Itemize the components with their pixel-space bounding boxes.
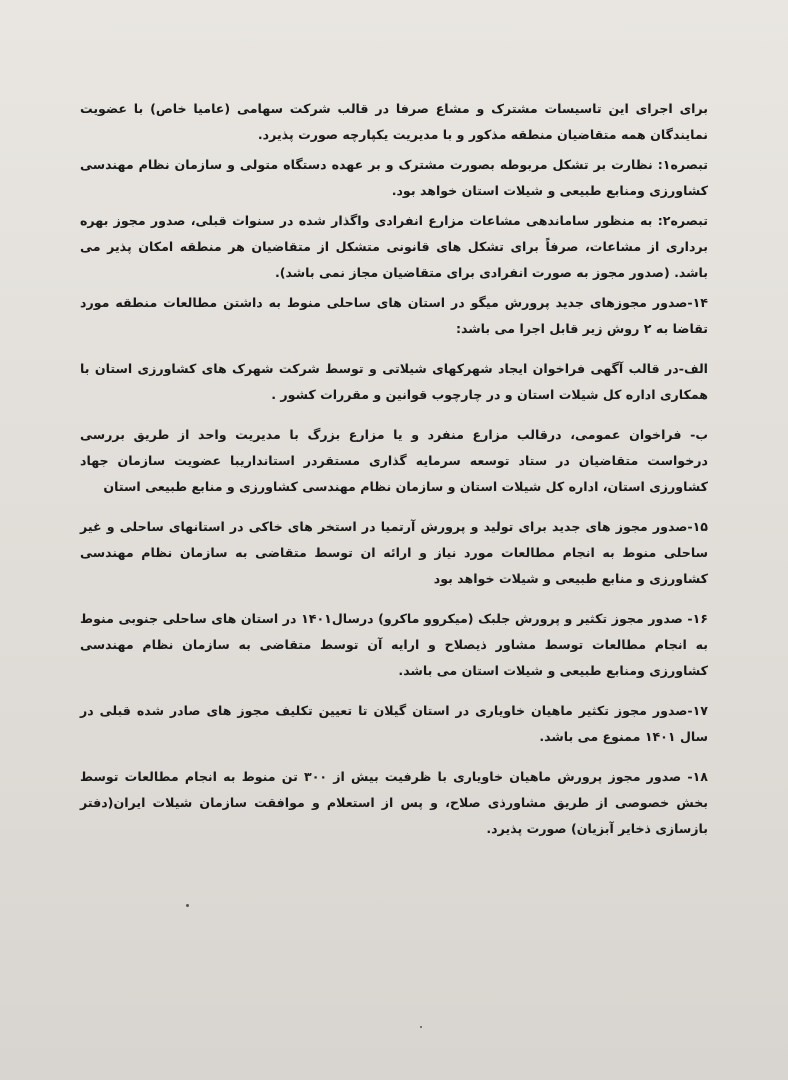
paragraph-intro: برای اجرای این تاسیسات مشترک و مشاع صرفا در قالب شرکت سهامی (عامیا خاص) با عضویت نمایندگان همه متقاضیان منطقه مذکور و با مدیریت یکپارچه صورت پذیرد. — [80, 101, 708, 142]
paragraph-note-2: تبصره۲: به منظور ساماندهی مشاعات مزارع انفرادی واگذار شده در سنوات قبلی، صدور مجوز بهره برداری از مشاعات، صرفاً برای تشکل های قانونی متشکل از متقاضیان هر منطقه امکان پذیر می باشد. (صدور مجوز به صورت انفرادی برای متقاضیان مجاز نمی باشد). — [80, 213, 708, 280]
paragraph-item-18: ۱۸- صدور مجوز پرورش ماهیان خاویاری با ظرفیت بیش از ۳۰۰ تن منوط به انجام مطالعات توسط بخش خصوصی از طریق مشاورذی صلاح، و پس از استعلام و موافقت سازمان شیلات ایران(دفتر بازسازی ذخایر آبزیان) صورت پذیرد. — [80, 769, 708, 836]
paper-speck — [186, 904, 189, 907]
paragraph-item-16: ۱۶- صدور مجوز تکثیر و پرورش جلبک (میکروو ماکرو) درسال۱۴۰۱ در استان های ساحلی جنوبی منوط به انجام مطالعات توسط مشاور ذیصلاح و ارایه آن توسط متقاضی به سازمان نظام مهندسی کشاورزی ومنابع طبیعی و شیلات استان می باشد. — [80, 611, 708, 678]
paragraph-item-17: ۱۷-صدور مجوز تکثیر ماهیان خاویاری در استان گیلان تا تعیین تکلیف مجوز های صادر شده قبلی در سال ۱۴۰۱ ممنوع می باشد. — [80, 703, 708, 744]
paper-speck — [420, 1026, 422, 1028]
paragraph-item-14: ۱۴-صدور مجوزهای جدید پرورش میگو در استان های ساحلی منوط به داشتن مطالعات منطقه مورد تقاضا به ۲ روش زیر قابل اجرا می باشد: — [80, 295, 708, 336]
paragraph-note-1: تبصره۱: نظارت بر تشکل مربوطه بصورت مشترک و بر عهده دستگاه متولی و سازمان نظام مهندسی کشاورزی ومنابع طبیعی و شیلات استان خواهد بود. — [80, 157, 708, 198]
paragraph-item-15: ۱۵-صدور مجوز های جدید برای تولید و پرورش آرتمیا در استخر های خاکی در استانهای ساحلی و غیر ساحلی منوط به انجام مطالعات مورد نیاز و ارائه ان توسط متقاضی به سازمان نظام مهندسی کشاورزی و منابع طبیعی و شیلات خواهد بود — [80, 519, 708, 586]
paragraph-item-14-a: الف-در قالب آگهی فراخوان ایجاد شهرکهای شیلاتی و توسط شرکت شهرک های کشاورزی استان با همکاری اداره کل شیلات استان و در چارچوب قوانین و مقررات کشور . — [80, 361, 708, 402]
document-body — [80, 96, 708, 856]
paragraph-item-14-b: ب- فراخوان عمومی، درقالب مزارع منفرد و یا مزارع بزرگ با مدیریت واحد از طریق بررسی درخواست متقاضیان در ستاد توسعه سرمایه گذاری مستقردر استانداریبا عضویت سازمان جهاد کشاورزی استان، اداره کل شیلات استان و سازمان نظام مهندسی کشاورزی و منابع طبیعی استان — [80, 427, 708, 494]
